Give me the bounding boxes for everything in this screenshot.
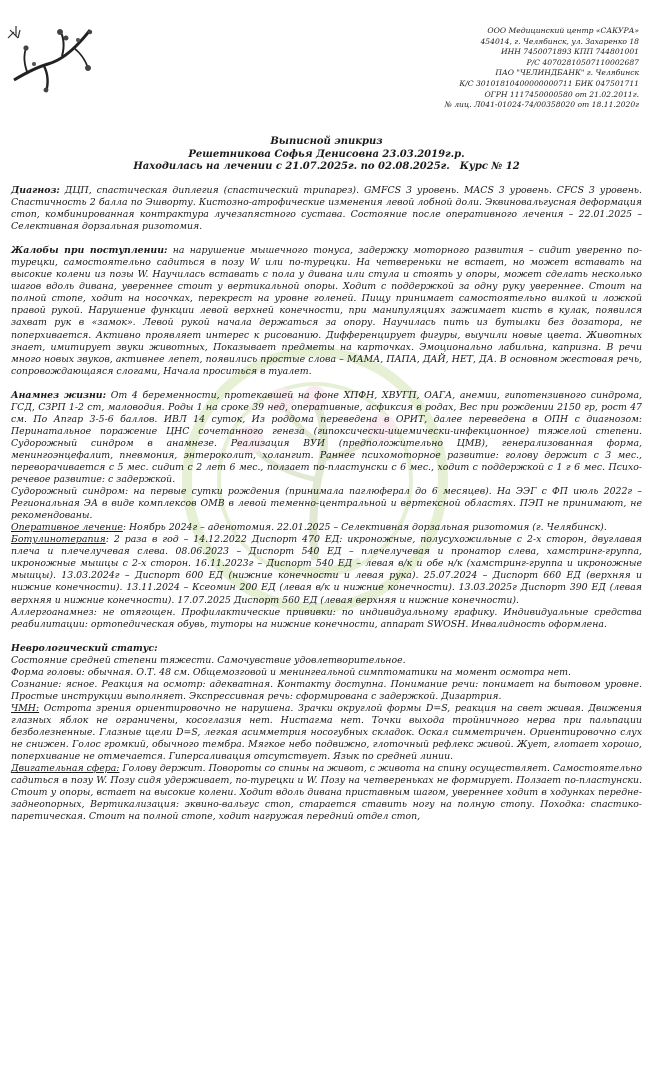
surgery-label: Оперативное лечение	[11, 522, 123, 534]
neuro-section-title	[11, 643, 642, 655]
diagnosis-label: Диагноз:	[11, 185, 60, 196]
sakura-branch-logo-icon	[4, 20, 94, 98]
seizure-section	[11, 486, 642, 522]
motor-text: Голову держит. Повороты со спины на живот, с живота на спину осуществляет. Самостоятельно садиться в позу W. Позу сидя удерживает, по-турецки и W. Позу на четвереньках не формирует. Ползает по-пластунски. Стоит у опоры, встает на высокие колени. Ходит вдоль дивана приставным шагом, увереннее ходит в ходунках передне-заднеопорных, Вертикализация: эквино-вальгус стоп, старается ставить ногу на полную стопу. Походка: спастико-паретическая. Стоит на полной стопе, ходит нагружая передний отдел стоп,	[11, 763, 642, 823]
botulinum-label: Ботулинотерапия	[11, 534, 106, 546]
cranial-nerves-section	[11, 703, 642, 763]
spacer	[11, 378, 642, 390]
surgery-text: : Ноябрь 2024г – аденотомия. 22.01.2025 – Селективная дорзальная ризотомия (г. Челябинск).	[122, 522, 607, 534]
anamnesis-text: От 4 беременности, протекавшей на фоне ХПФН, ХВУГП, ОАГА, анемии, гипотензивного синдрома, ГСД, СЗРП 1-2 ст, маловодия. Роды 1 на сроке 39 нед, оперативные, асфиксия в родах, Вес при рождении 2150 гр, рост 47 см. По Апгар 3-5-6 баллов. ИВЛ 14 суток, Из роддома переведена в ОРИТ, далее переведена в ОПН с диагнозом: Перинатальное поражение ЦНС сочетанного генеза (гипоксически-ишемически-инфекционное) тяжелой степени. Судорожный синдром в анамнезе. Реализация ВУИ (предположительно ЦМВ), генерализованная форма, менингоэнцефалит, пневмония, энтероколит, холангит. Раннее психомоторное развитие: голову держит с 3 мес., переворачивается с 5 мес. сидит с 2 лет 6 мес., ползает по-пластунски с 6 мес., ходит с поддержкой с 1 г 6 мес. Психо-речевое развитие: с задержкой.	[11, 389, 642, 486]
allergy-section	[11, 607, 642, 631]
document-title: Выписной эпикриз	[270, 136, 383, 147]
botulinum-section	[11, 534, 642, 606]
document-body	[11, 185, 642, 823]
diagnosis-text: ДЦП, спастическая диплегия (спастический трипарез). GMFCS 3 уровень. MACS 3 уровень. CFCS 3 уровень. Спастичность 2 балла по Эшворту. Кистозно-атрофические изменения левой лобной доли. Эквиновальгусная деформация стоп, комбинированная контрактура лучезапястного сустава. Состояние после оперативного лечения – 22.01.2025 – Селективная дорзальная ризотомия.	[11, 185, 642, 233]
spacer	[11, 631, 642, 643]
complaints-label: Жалобы при поступлении:	[11, 245, 168, 257]
course-number: Курс № 12	[459, 161, 520, 173]
clinic-requisites	[309, 26, 639, 111]
botulinum-text: : 2 раза в год – 14.12.2022 Диспорт 470 ЕД: икроножные, полусухожильные с 2-х сторон, двуглавая плеча и плечелучевая слева. 08.06.2023 – Диспорт 540 ЕД – плечелучевая и пронатор слева, хамстринг-группа, икроножные мышцы с 2-х сторон. 16.11.2023г – Диспорт 540 ЕД – левая в/к и обе н/к (хамстринг-группа и икроножные мышцы). 13.03.2024г – Диспорт 600 ЕД (нижние конечности и левая рука). 25.07.2024 – Диспорт 660 ЕД (верхняя и нижние конечности). 13.11.2024 – Ксеомин 200 ЕД (левая в/к и нижние конечности). 13.03.2025г Диспорт 390 ЕД (левая верхняя и нижние конечности). 17.07.2025 Диспорт 560 ЕД (левая верхняя и нижние конечности).	[11, 534, 642, 606]
neuro-label: Неврологический статус:	[11, 642, 158, 654]
motor-section	[11, 763, 642, 823]
seizure-text: на первые сутки рождения (принимала паглюферал до 6 месяцев). На ЭЭГ с ФП июль 2022г – Региональная ЭА в виде комплексов ОМВ в левой теменно-центральной и вертексной областях. ПЭП не принимают, не рекомендованы.	[11, 486, 642, 522]
clinic-account: Р/С 40702810507110002687	[526, 57, 639, 67]
allergy-label: Аллергоанамнез:	[11, 606, 97, 618]
surgery-section	[11, 522, 642, 534]
complaints-section	[11, 245, 642, 378]
treatment-period	[0, 161, 653, 174]
motor-label: Двигательная сфера:	[11, 763, 120, 775]
patient-name: Решетникова Софья Денисовна 23.03.2019г.р.	[188, 148, 465, 160]
document-header	[0, 136, 653, 174]
clinic-name: ООО Медицинский центр «САКУРА»	[487, 26, 639, 35]
clinic-ogrn: ОГРН 1117450000580 от 21.02.2011г.	[484, 89, 639, 99]
clinic-inn: ИНН 7450071893 КПП 744801001	[500, 47, 639, 57]
neuro-head: Форма головы: обычная. О.Т. 48 см. Общемозговой и менингеальной симптоматики на момент осмотра нет.	[11, 666, 571, 678]
complaints-text: на нарушение мышечного тонуса, задержку моторного развития – сидит уверенно по-турецки, самостоятельно садиться в позу W или по-турецки. На четвереньки не встает, но может вставать на высокие колени из позы W. Научилась вставать с пола у дивана или стула и стоять у опоры, может сделать несколько шагов вдоль дивана, увереннее стоит у вертикальной опоры. Ходит с поддержкой за одну руку увереннее. Стоит на полной стопе, ходит на носочках, перекрест на уровне голеней. Пищу принимает самостоятельно вилкой и ложкой правой рукой. Нарушение функции левой верхней конечности, при манипуляциях зажимает кисть в кулак, появился захват рук в «замок». Левой рукой начала держаться за опору. Научилась пить из бутылки без дозатора, не поперхивается. Активно проявляет интерес к рисованию. Дифференцирует фигуры, выучили новые цвета. Животных знает, имитирует звуки животных, Показывает предметы на карточках. Эмоционально лабильна, капризна. В речи много новых звуков, активнее лепет, появились простые слова – МАМА, ПАПА, ДАЙ, НЕТ, ДА. В основном жестовая речь, сопровождающаяся слогами, Начала проситься в туалет.	[11, 245, 642, 377]
neuro-state: Состояние средней степени тяжести. Самочувствие удовлетворительное.	[11, 654, 406, 666]
clinic-license: № лиц. Л041-01024-74/00358020 от 18.11.2020г	[444, 100, 639, 110]
clinic-correspondent-account: К/С 30101810400000000711 БИК 047501711	[459, 78, 639, 88]
clinic-address: 454014, г. Челябинск, ул. Захаренко 18	[480, 36, 639, 46]
clinic-bank: ПАО "ЧЕЛИНДБАНК" г. Челябинск	[495, 68, 639, 78]
cranial-nerves-label: ЧМН:	[11, 702, 40, 714]
neuro-consciousness: Сознание: ясное. Реакция на осмотр: адекватная. Контакту доступна. Понимание речи: понимает на бытовом уровне. Простые инструкции выполняет. Экспрессивная речь: сформирована с задержкой. Дизартрия.	[11, 678, 642, 702]
stay-dates: Находилась на лечении с 21.07.2025г. по 02.08.2025г.	[133, 161, 450, 173]
seizure-label: Судорожный синдром:	[11, 486, 129, 498]
anamnesis-label: Анамнез жизни:	[11, 389, 107, 401]
diagnosis-section	[11, 185, 642, 233]
cranial-nerves-text: Острота зрения ориентировочно не нарушена. Зрачки округлой формы D=S, реакция на свет живая. Движения глазных яблок не ограничены, косоглазия нет. Нистагма нет. Точки выхода тройничного нерва при пальпации безболезненные. Глазные щели D=S, легкая асимметрия носогубных складок. Оскал симметричен. Ориентировочно слух не снижен. Голос громкий, обычного тембра. Мягкое небо подвижно, глоточный рефлекс живой. Жует, глотает хорошо, поперхивание не отмечается. Гиперсаливация отсутствует. Язык по средней линии.	[11, 702, 642, 763]
allergy-text: не отягощен. Профилактические прививки: по индивидуальному графику. Индивидуальные средства реабилитации: ортопедическая обувь, туторы на нижние конечности, аппарат SWOSH. Инвалидность оформлена.	[11, 606, 642, 630]
spacer	[11, 233, 642, 245]
anamnesis-section	[11, 390, 642, 486]
